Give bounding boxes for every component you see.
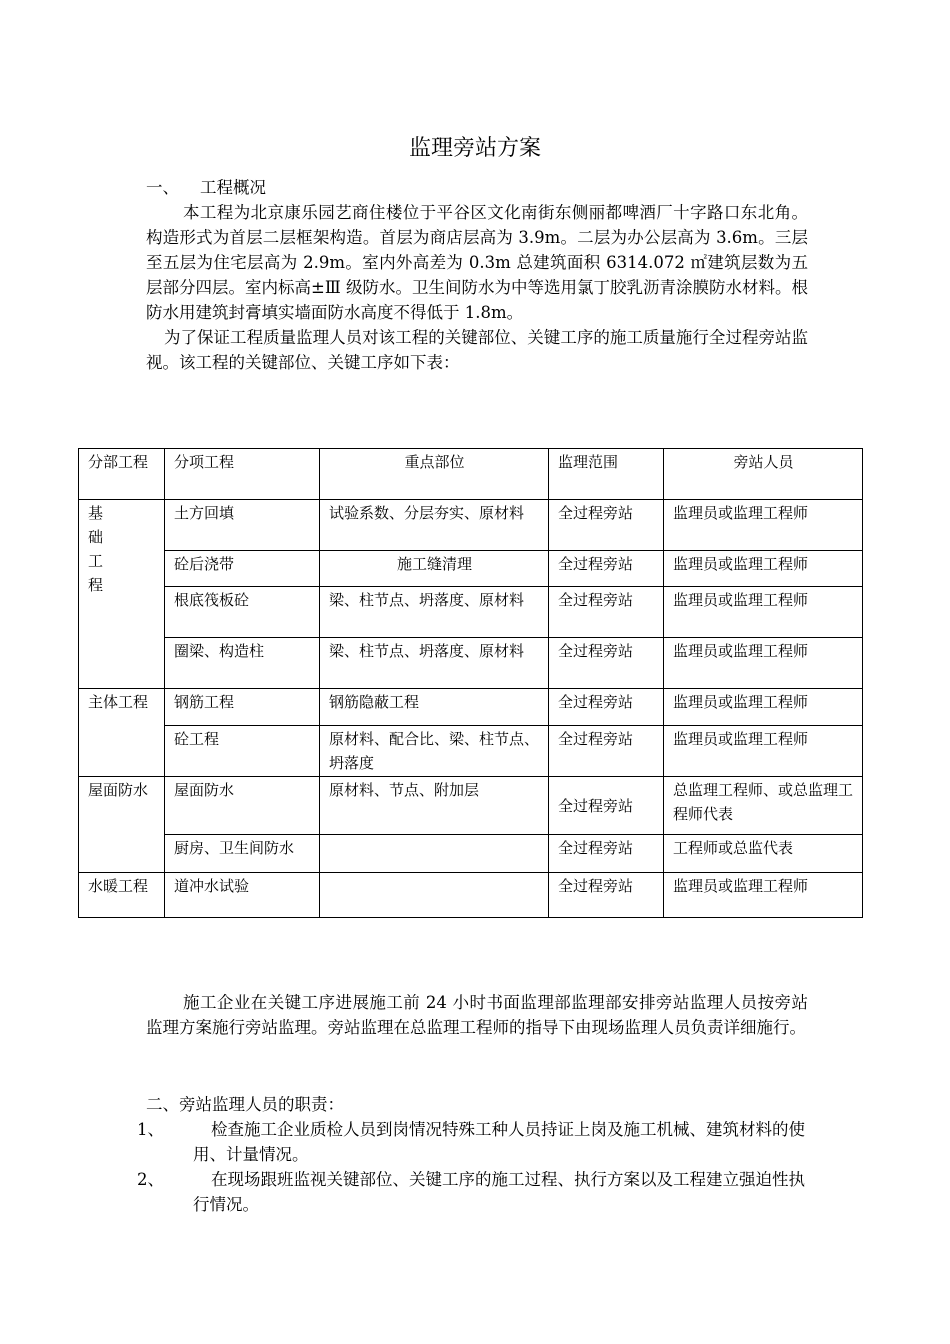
table-row (79, 638, 863, 689)
table-cell: 砼工程 (165, 726, 320, 777)
table-cell: 监理员或监理工程师 (664, 500, 863, 551)
group-cell-foundation (79, 500, 165, 689)
table-cell: 全过程旁站 (549, 777, 664, 835)
group-label: 基础工程 (88, 504, 104, 594)
header-cell: 监理范围 (549, 449, 664, 500)
duty-number: 2、 (137, 1170, 164, 1189)
section1 (146, 175, 808, 375)
table-cell (320, 873, 549, 918)
supervision-table (78, 448, 863, 918)
table-cell: 监理员或监理工程师 (664, 689, 863, 726)
table-cell: 全过程旁站 (549, 835, 664, 873)
table-header-row (79, 449, 863, 500)
table-cell: 梁、柱节点、坍落度、原材料 (320, 638, 549, 689)
after-table-block (146, 990, 808, 1040)
table-cell: 厨房、卫生间防水 (165, 835, 320, 873)
section2-heading: 二、旁站监理人员的职责： (146, 1095, 344, 1114)
table-cell: 监理员或监理工程师 (664, 873, 863, 918)
table-cell: 圈梁、构造柱 (165, 638, 320, 689)
table-cell: 土方回填 (165, 500, 320, 551)
group-cell-roof: 屋面防水 (79, 777, 165, 873)
table-cell: 道冲水试验 (165, 873, 320, 918)
table-cell: 总监理工程师、或总监理工程师代表 (664, 777, 863, 835)
table-row (79, 689, 863, 726)
table-cell: 全过程旁站 (549, 551, 664, 587)
table-row (79, 500, 863, 551)
table-cell: 屋面防水 (165, 777, 320, 835)
duty-number: 1、 (137, 1120, 164, 1139)
table-row (79, 551, 863, 587)
purpose-paragraph: 为了保证工程质量监理人员对该工程的关键部位、关键工序的施工质量施行全过程旁站监视。该工程的关键部位、关键工序如下表： (146, 328, 808, 372)
table-cell: 梁、柱节点、坍落度、原材料 (320, 587, 549, 638)
table-cell: 工程师或总监代表 (664, 835, 863, 873)
table-cell: 施工缝清理 (320, 551, 549, 587)
table-cell: 钢筋工程 (165, 689, 320, 726)
table-row (79, 587, 863, 638)
table-cell: 全过程旁站 (549, 873, 664, 918)
table-cell: 试验系数、分层夯实、原材料 (320, 500, 549, 551)
table-cell: 全过程旁站 (549, 638, 664, 689)
header-cell: 分项工程 (165, 449, 320, 500)
table-cell: 全过程旁站 (549, 689, 664, 726)
header-cell: 重点部位 (320, 449, 549, 500)
section2-heading-block (146, 1092, 808, 1117)
table-cell: 全过程旁站 (549, 500, 664, 551)
after-table-paragraph: 施工企业在关键工序进展施工前 24 小时书面监理部监理部安排旁站监理人员按旁站监理方案施行旁站监理。旁站监理在总监理工程师的指导下由现场监理人员负责详细施行。 (146, 993, 808, 1037)
duty-text: 在现场跟班监视关键部位、关键工序的施工过程、执行方案以及工程建立强迫性执行情况。 (193, 1170, 805, 1214)
table-cell (320, 835, 549, 873)
table-row (79, 726, 863, 777)
table-row (79, 873, 863, 918)
table-cell: 钢筋隐蔽工程 (320, 689, 549, 726)
group-cell-structure: 主体工程 (79, 689, 165, 777)
table-cell: 监理员或监理工程师 (664, 551, 863, 587)
header-cell: 旁站人员 (664, 449, 863, 500)
table-cell: 监理员或监理工程师 (664, 638, 863, 689)
table-cell: 砼后浇带 (165, 551, 320, 587)
overview-paragraph: 本工程为北京康乐园艺商住楼位于平谷区文化南街东侧丽都啤酒厂十字路口东北角。构造形式为首层二层框架构造。首层为商店层高为 3.9m。二层为办公层高为 3.6m。三层至五层为住宅层高为 2.9m。室内外高差为 0.3m 总建筑面积 6314.072 ㎡建筑层数为五层部分四层。室内标高±Ⅲ 级防水。卫生间防水为中等选用氯丁胶乳沥青涂膜防水材料。根防水用建筑封膏填实墙面防水高度不得低于 1.8m。 (146, 203, 808, 322)
table-row (79, 835, 863, 873)
table-cell: 原材料、配合比、梁、柱节点、坍落度 (320, 726, 549, 777)
page-title: 监理旁站方案 (408, 136, 541, 161)
section1-number: 一、 (146, 178, 179, 197)
header-cell: 分部工程 (79, 449, 165, 500)
table-cell: 原材料、节点、附加层 (320, 777, 549, 835)
section1-heading-text: 工程概况 (200, 178, 266, 197)
duty-item-2 (137, 1167, 805, 1217)
table-cell: 全过程旁站 (549, 726, 664, 777)
group-cell-plumbing: 水暖工程 (79, 873, 165, 918)
section1-heading (146, 175, 808, 200)
duty-item-1 (137, 1117, 805, 1167)
table-cell: 监理员或监理工程师 (664, 587, 863, 638)
table-row (79, 777, 863, 835)
table-cell: 全过程旁站 (549, 587, 664, 638)
table-cell: 根底筏板砼 (165, 587, 320, 638)
table-cell: 监理员或监理工程师 (664, 726, 863, 777)
duty-text: 检查施工企业质检人员到岗情况特殊工种人员持证上岗及施工机械、建筑材料的使用、计量情况。 (193, 1120, 805, 1164)
